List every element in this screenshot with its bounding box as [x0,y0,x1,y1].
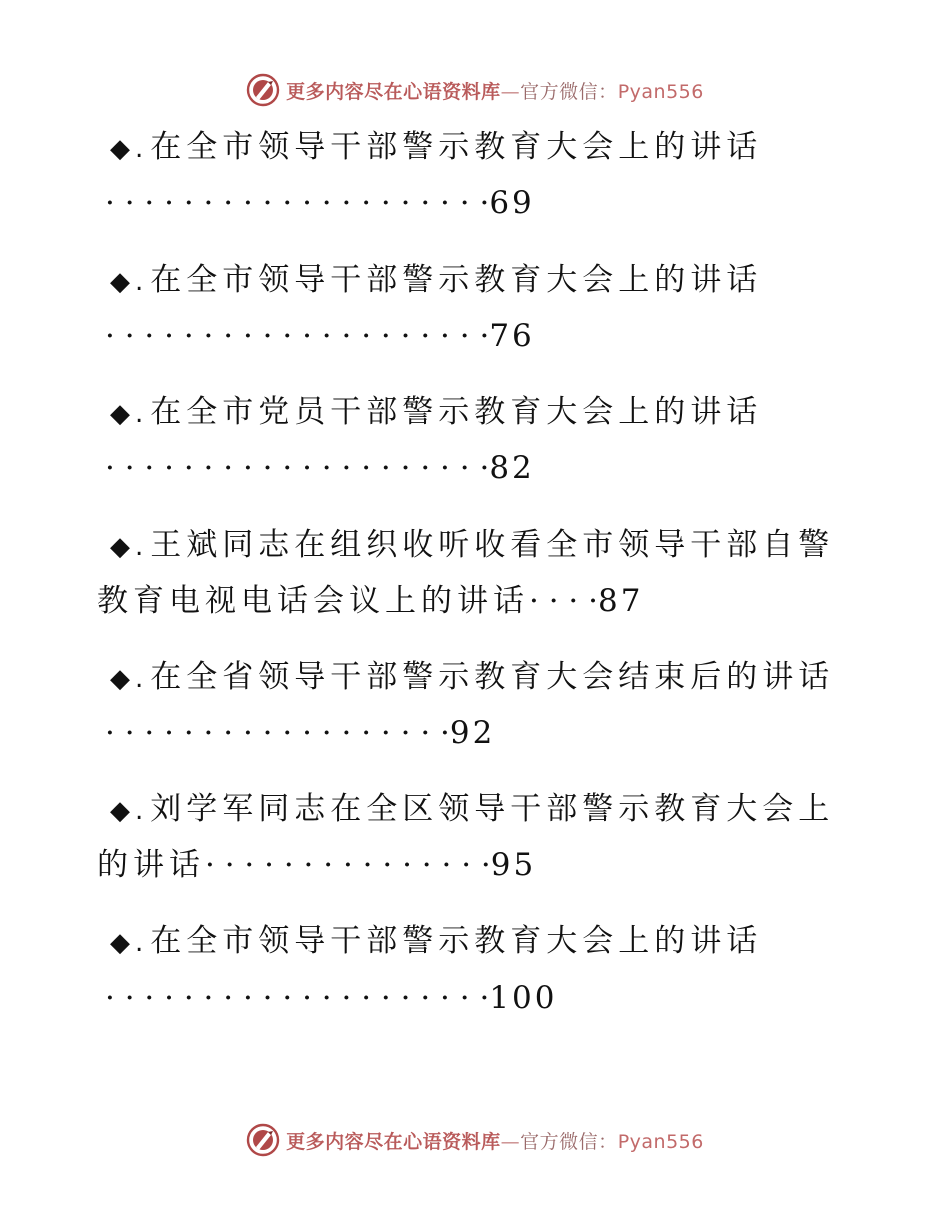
page-number: 82 [489,450,535,486]
diamond-bullet-icon: ◆. [110,796,149,826]
toc-entry-leader[interactable] [97,845,536,885]
watermark-wechat-id: Pyan556 [617,1130,704,1153]
leader-dots: · · · · · · · · · · · · · · · · · · · · [105,450,490,486]
diamond-bullet-icon: ◆. [110,267,149,297]
watermark-separator: — [500,80,521,103]
toc-entry-title[interactable] [110,657,834,697]
toc-entry-text: 刘学军同志在全区领导干部警示教育大会上 [150,791,835,827]
diamond-bullet-icon: ◆. [110,664,149,694]
page-number: 76 [489,318,535,354]
diamond-bullet-icon: ◆. [110,532,149,562]
diamond-bullet-icon: ◆. [110,134,149,164]
toc-entry-leader[interactable] [105,713,495,753]
toc-entry-leader[interactable] [105,183,535,223]
toc-entry-text: 在全市领导干部警示教育大会上的讲话 [150,923,763,959]
toc-entry-leader[interactable] [97,581,643,621]
toc-entry-text: 在全市领导干部警示教育大会上的讲话 [150,129,763,165]
toc-entry-continuation: 教育电视电话会议上的讲话 [97,583,529,619]
page-number: 69 [489,185,535,221]
leader-dots: · · · · · · · · · · · · · · · · · · · · [105,980,490,1016]
watermark-separator: — [500,1130,521,1153]
leader-dots: · · · · · · · · · · · · · · · · · · [105,715,450,751]
watermark-wechat-id: Pyan556 [617,80,704,103]
toc-entry-text: 在全省领导干部警示教育大会结束后的讲话 [150,659,835,695]
toc-entry-title[interactable] [110,392,762,432]
watermark-main: 更多内容尽在心语资料库 [286,1130,501,1153]
watermark-tail: 官方微信： [520,80,618,103]
toc-entry-title[interactable] [110,525,834,565]
diamond-bullet-icon: ◆. [110,928,149,958]
watermark-main: 更多内容尽在心语资料库 [286,80,501,103]
toc-entry-title[interactable] [110,260,762,300]
toc-entry-title[interactable] [110,789,834,829]
leader-dots: · · · · [529,583,598,619]
toc-entry-text: 王斌同志在组织收听收看全市领导干部自警 [150,527,835,563]
leader-dots: · · · · · · · · · · · · · · · · · · · · [105,185,490,221]
page-number: 100 [489,980,558,1016]
toc-entry-title[interactable] [110,127,762,167]
toc-entry-leader[interactable] [105,448,535,488]
page-number: 92 [449,715,496,751]
footer-watermark [0,1120,950,1160]
toc-entry-continuation: 的讲话 [97,847,205,883]
toc-entry-title[interactable] [110,921,762,961]
pen-logo-icon [246,1123,280,1157]
page-number: 87 [597,583,644,619]
diamond-bullet-icon: ◆. [110,399,149,429]
leader-dots: · · · · · · · · · · · · · · · [205,847,491,883]
page-number: 95 [490,847,537,883]
toc-entry-leader[interactable] [105,316,535,356]
leader-dots: · · · · · · · · · · · · · · · · · · · · [105,318,490,354]
toc-entry-text: 在全市领导干部警示教育大会上的讲话 [150,262,763,298]
toc-entry-leader[interactable] [105,978,557,1018]
watermark-text [286,1127,704,1154]
watermark-tail: 官方微信： [520,1130,618,1153]
toc-entry-text: 在全市党员干部警示教育大会上的讲话 [150,394,763,430]
